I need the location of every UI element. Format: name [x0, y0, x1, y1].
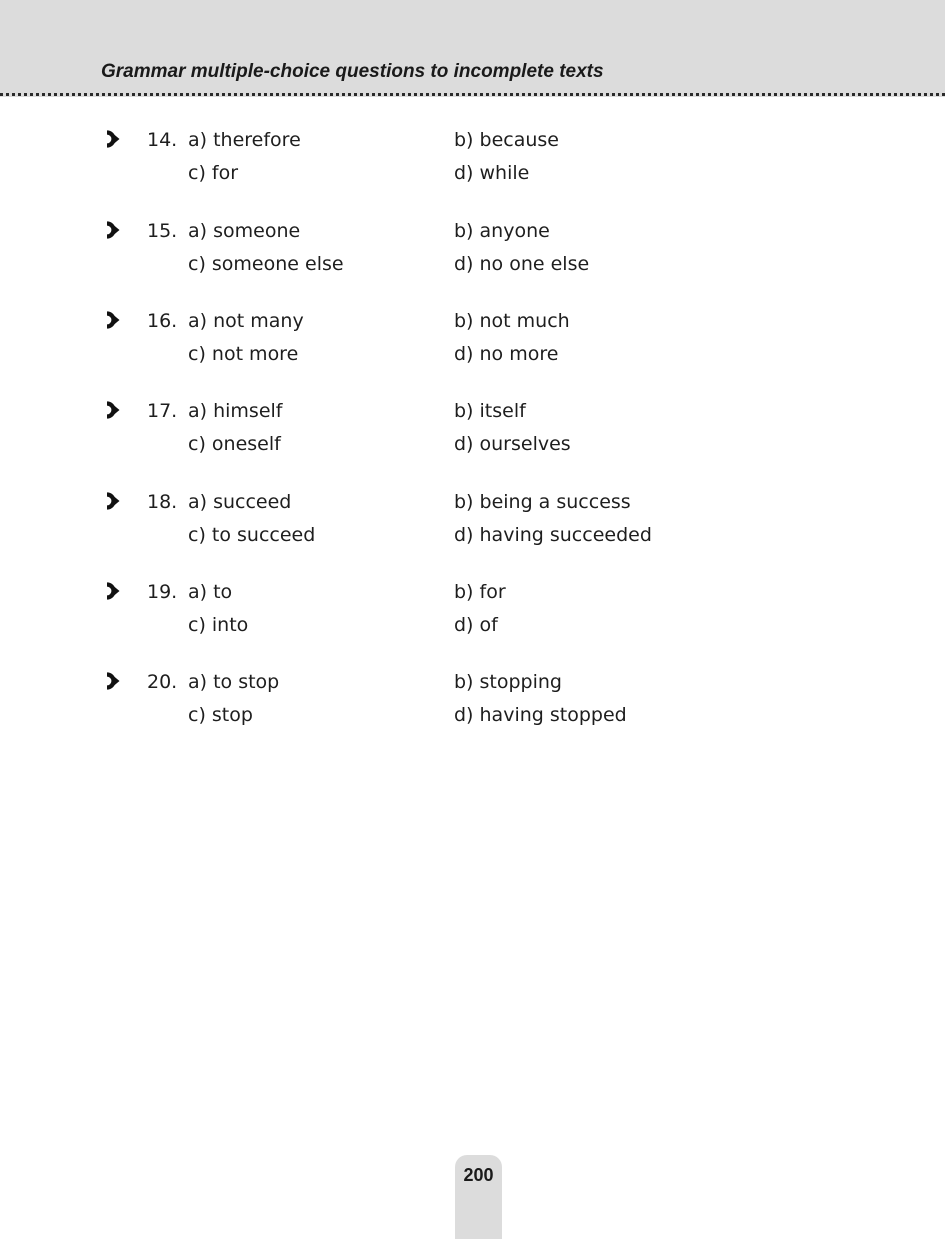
option-b: b) being a success	[454, 491, 631, 513]
curved-arrow-right-icon	[103, 127, 127, 151]
curved-arrow-right-icon	[103, 308, 127, 332]
option-c: c) someone else	[188, 253, 344, 275]
curved-arrow-right-icon	[103, 669, 127, 693]
option-b: b) for	[454, 581, 506, 603]
question-number: 19.	[147, 581, 178, 603]
dotted-divider	[0, 93, 945, 96]
question-number: 20.	[147, 671, 178, 693]
question-17	[0, 399, 945, 469]
option-c: c) oneself	[188, 433, 281, 455]
option-c: c) into	[188, 614, 249, 636]
question-16	[0, 309, 945, 379]
question-number: 17.	[147, 400, 178, 422]
option-d: d) having stopped	[454, 704, 627, 726]
option-b: b) itself	[454, 400, 526, 422]
option-b: b) because	[454, 129, 559, 151]
option-d: d) while	[454, 162, 530, 184]
curved-arrow-right-icon	[103, 398, 127, 422]
option-d: d) ourselves	[454, 433, 571, 455]
page-title: Grammar multiple-choice questions to incomplete texts	[101, 61, 604, 82]
curved-arrow-right-icon	[103, 218, 127, 242]
option-a: a) someone	[188, 220, 301, 242]
page-number-tab	[455, 1155, 502, 1239]
option-a: a) himself	[188, 400, 283, 422]
question-15	[0, 219, 945, 289]
option-b: b) not much	[454, 310, 570, 332]
option-b: b) anyone	[454, 220, 550, 242]
option-c: c) to succeed	[188, 524, 316, 546]
option-d: d) no one else	[454, 253, 590, 275]
option-c: c) stop	[188, 704, 253, 726]
question-number: 15.	[147, 220, 178, 242]
option-a: a) to stop	[188, 671, 280, 693]
curved-arrow-right-icon	[103, 489, 127, 513]
option-b: b) stopping	[454, 671, 562, 693]
option-a: a) to	[188, 581, 233, 603]
option-a: a) not many	[188, 310, 304, 332]
question-number: 18.	[147, 491, 178, 513]
option-a: a) therefore	[188, 129, 301, 151]
option-c: c) not more	[188, 343, 299, 365]
question-number: 14.	[147, 129, 178, 151]
option-d: d) no more	[454, 343, 559, 365]
question-number: 16.	[147, 310, 178, 332]
option-d: d) having succeeded	[454, 524, 652, 546]
option-a: a) succeed	[188, 491, 292, 513]
page-number: 200	[463, 1165, 494, 1185]
option-d: d) of	[454, 614, 498, 636]
question-19	[0, 580, 945, 650]
question-14	[0, 128, 945, 198]
option-c: c) for	[188, 162, 239, 184]
curved-arrow-right-icon	[103, 579, 127, 603]
question-18	[0, 490, 945, 560]
question-20	[0, 670, 945, 740]
